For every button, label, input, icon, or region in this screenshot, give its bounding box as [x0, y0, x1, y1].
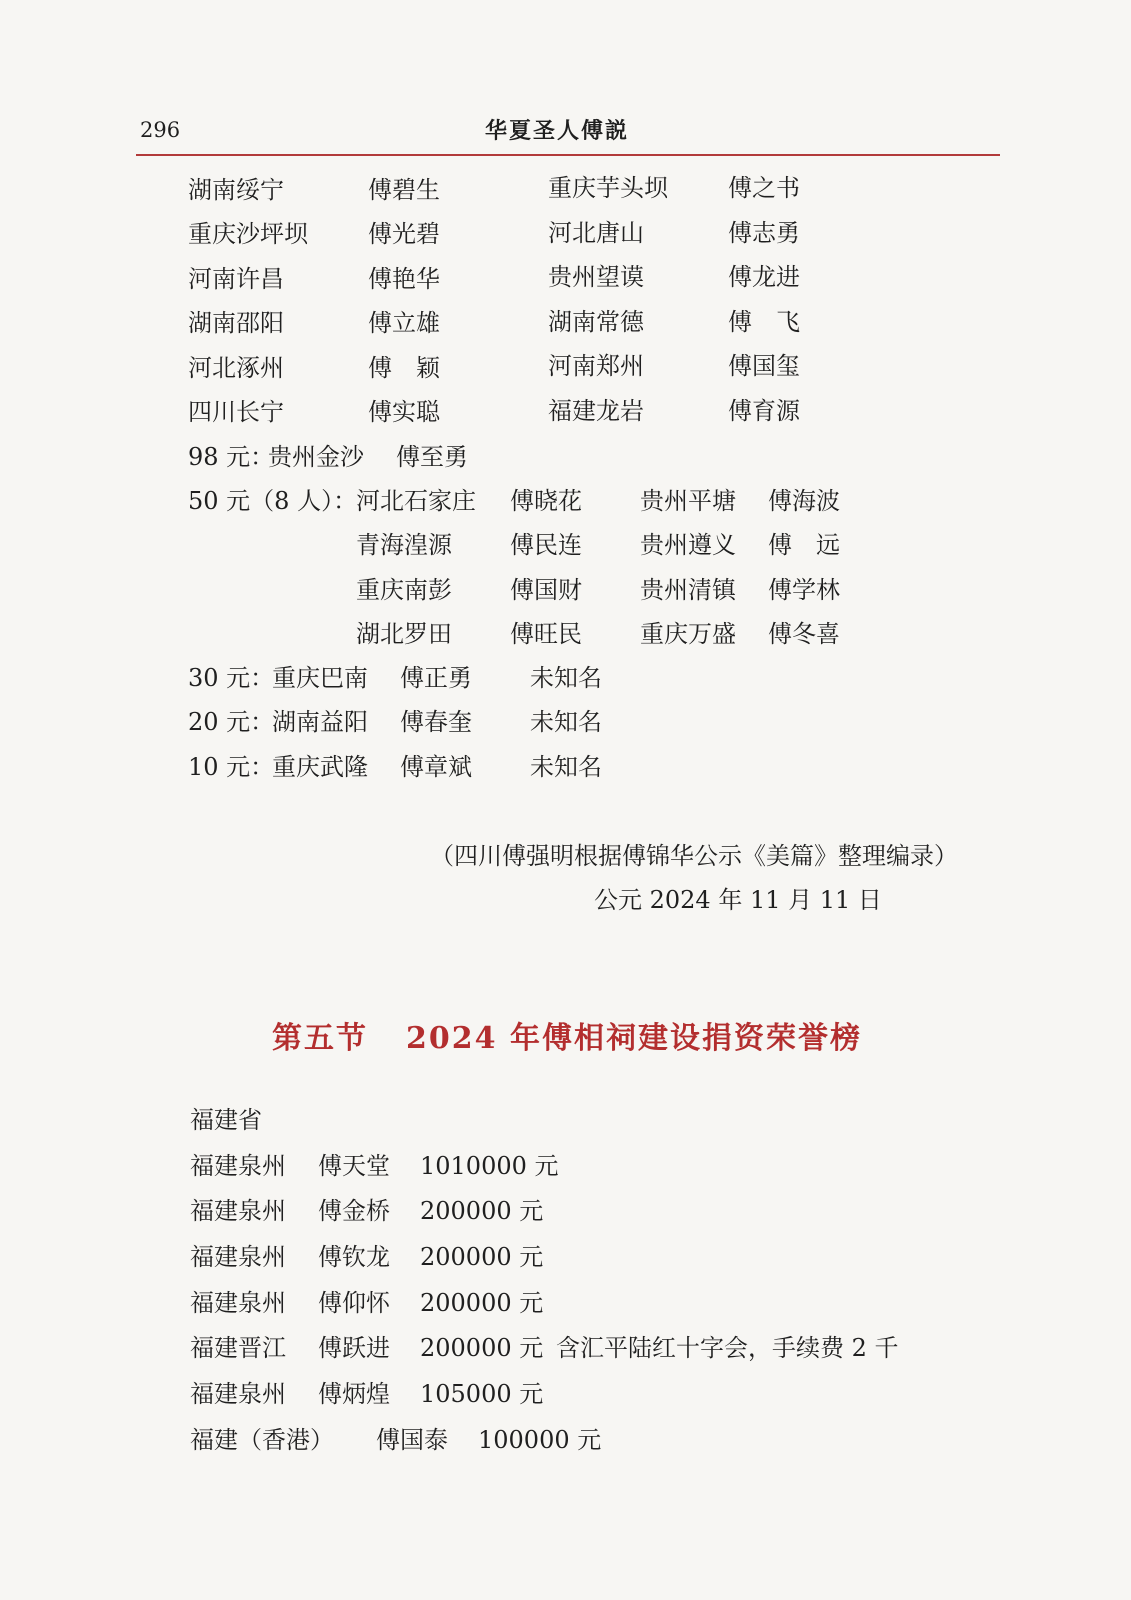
donor-name: 傅章斌	[400, 753, 472, 781]
donation-amount: 200000 元	[420, 1243, 544, 1271]
donor-place: 湖南邵阳	[188, 309, 284, 337]
tier-amount: 30 元：	[188, 664, 275, 692]
donor-place: 福建泉州	[190, 1243, 286, 1271]
donor-name: 傅晓花	[510, 487, 582, 515]
tier-amount: 20 元：	[188, 708, 275, 736]
donor-name: 傅 远	[768, 531, 840, 559]
donor-name: 傅国泰	[376, 1426, 448, 1454]
donor-name: 傅春奎	[400, 708, 472, 736]
donor-name: 傅立雄	[368, 309, 440, 337]
donation-note: 含汇平陆红十字会，手续费 2 千	[556, 1334, 899, 1362]
donor-name: 傅金桥	[318, 1197, 390, 1225]
donor-place: 贵州平塘	[640, 487, 736, 515]
tier-amount: 50 元（8 人）：	[188, 487, 358, 515]
donor-place: 福建泉州	[190, 1152, 286, 1180]
donor-name: 傅实聪	[368, 398, 440, 426]
donor-name: 傅旺民	[510, 620, 582, 648]
donor-name: 傅正勇	[400, 664, 472, 692]
donor-name: 傅碧生	[368, 176, 440, 204]
donor-place: 四川长宁	[188, 398, 284, 426]
donor-place: 重庆万盛	[640, 620, 736, 648]
donor-name: 傅天堂	[318, 1152, 390, 1180]
donor-place: 福建（香港）	[190, 1426, 334, 1454]
donation-amount: 100000 元	[478, 1426, 602, 1454]
donor-place: 湖南益阳	[272, 708, 368, 736]
donor-place: 贵州望谟	[548, 263, 644, 291]
donor-place: 重庆武隆	[272, 753, 368, 781]
donor-place: 贵州清镇	[640, 576, 736, 604]
donor-name: 傅冬喜	[768, 620, 840, 648]
tier-amount: 10 元：	[188, 753, 275, 781]
donor-place: 湖南常德	[548, 308, 644, 336]
donor-name: 傅炳煌	[318, 1380, 390, 1408]
donation-amount: 200000 元	[420, 1289, 544, 1317]
donor-name: 傅学林	[768, 576, 840, 604]
anonymous-donor: 未知名	[530, 753, 602, 781]
donor-name: 傅育源	[728, 397, 800, 425]
donor-place: 福建晋江	[190, 1334, 286, 1362]
donor-place: 河北石家庄	[356, 487, 476, 515]
donation-amount: 200000 元	[420, 1334, 544, 1362]
header-rule	[136, 154, 1000, 156]
section-heading: 2024 年傅相祠建设捐资荣誉榜	[406, 1021, 862, 1056]
donor-name: 傅钦龙	[318, 1243, 390, 1271]
donor-name: 傅至勇	[396, 443, 468, 471]
donor-place: 河南郑州	[548, 352, 644, 380]
donation-amount: 1010000 元	[420, 1152, 559, 1180]
donor-name: 傅国玺	[728, 352, 800, 380]
donor-name: 傅跃进	[318, 1334, 390, 1362]
donor-name: 傅之书	[728, 174, 800, 202]
donor-name: 傅光碧	[368, 220, 440, 248]
donor-name: 傅 飞	[728, 308, 800, 336]
donor-place: 福建泉州	[190, 1380, 286, 1408]
donation-amount: 200000 元	[420, 1197, 544, 1225]
page-number: 296	[140, 118, 181, 142]
donor-name: 傅海波	[768, 487, 840, 515]
donor-place: 湖北罗田	[356, 620, 452, 648]
donor-place: 青海湟源	[356, 531, 452, 559]
donor-name: 傅志勇	[728, 219, 800, 247]
donor-place: 福建龙岩	[548, 397, 644, 425]
donor-place: 河北唐山	[548, 219, 644, 247]
donor-place: 重庆沙坪坝	[188, 220, 308, 248]
donor-name: 傅龙进	[728, 263, 800, 291]
donor-name: 傅艳华	[368, 265, 440, 293]
donor-place: 河北涿州	[188, 354, 284, 382]
donor-place: 福建泉州	[190, 1197, 286, 1225]
donor-name: 傅国财	[510, 576, 582, 604]
donor-name: 傅民连	[510, 531, 582, 559]
publication-date: 公元 2024 年 11 月 11 日	[594, 886, 882, 914]
donor-place: 河南许昌	[188, 265, 284, 293]
running-title: 华夏圣人傅説	[485, 118, 630, 144]
tier-amount: 98 元：	[188, 443, 275, 471]
anonymous-donor: 未知名	[530, 708, 602, 736]
anonymous-donor: 未知名	[530, 664, 602, 692]
donor-place: 湖南绥宁	[188, 176, 284, 204]
donor-place: 重庆芋头坝	[548, 174, 668, 202]
donor-name: 傅仰怀	[318, 1289, 390, 1317]
source-note: （四川傅强明根据傅锦华公示《美篇》整理编录）	[430, 842, 958, 870]
donor-place: 贵州遵义	[640, 531, 736, 559]
donor-place: 贵州金沙	[268, 443, 364, 471]
section-number: 第五节	[272, 1021, 368, 1056]
donation-amount: 105000 元	[420, 1380, 544, 1408]
donor-place: 重庆巴南	[272, 664, 368, 692]
donor-place: 福建泉州	[190, 1289, 286, 1317]
donor-name: 傅 颖	[368, 354, 440, 382]
donor-place: 重庆南彭	[356, 576, 452, 604]
section-title	[272, 1013, 862, 1057]
province-heading: 福建省	[190, 1106, 262, 1134]
